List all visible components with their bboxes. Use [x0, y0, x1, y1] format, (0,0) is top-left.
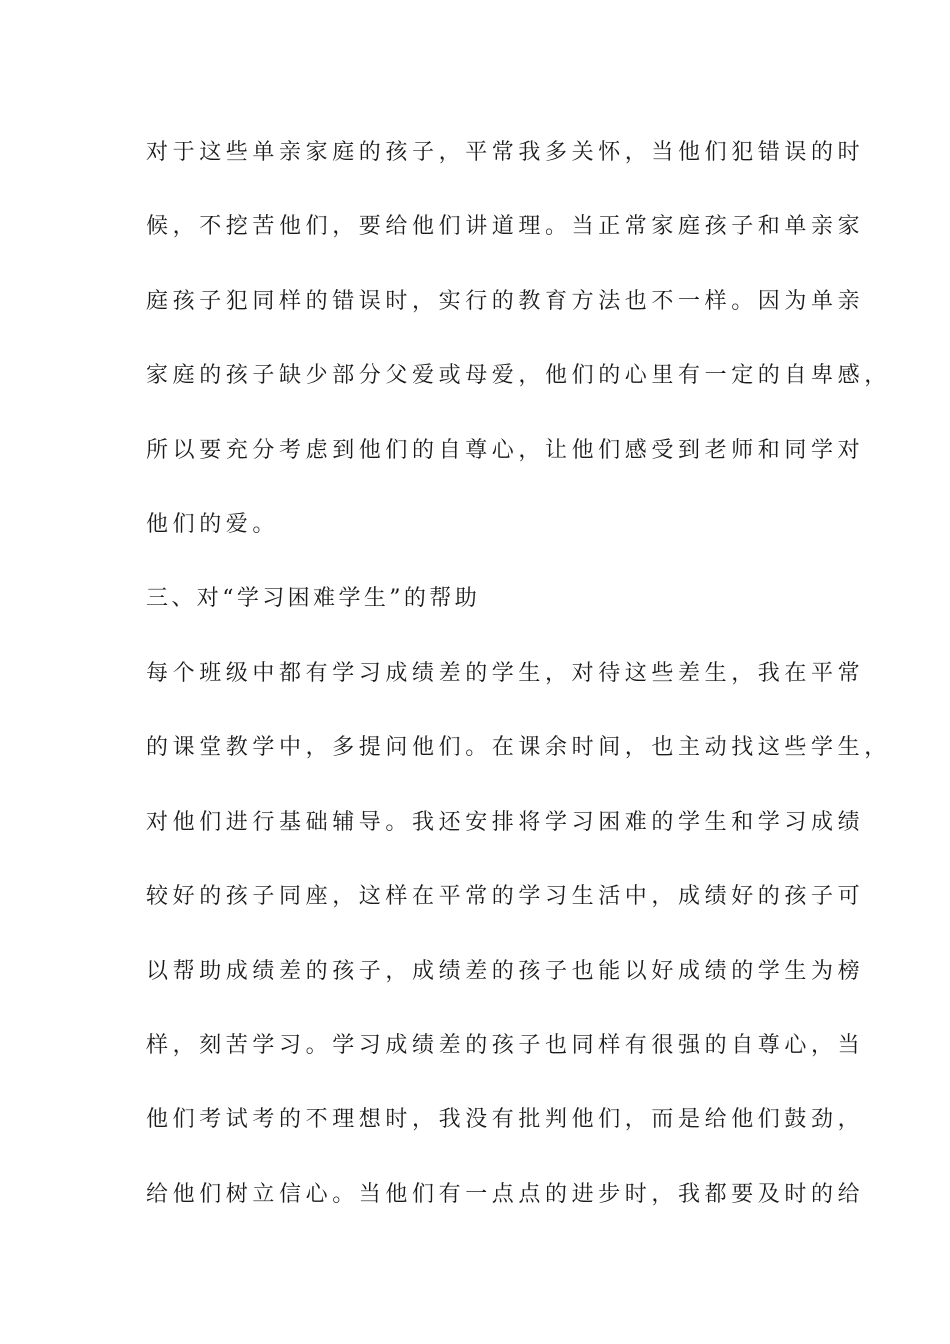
paragraph-line: 样，刻苦学习。学习成绩差的孩子也同样有很强的自尊心，当 [146, 1033, 865, 1058]
paragraph-line: 较好的孩子同座，这样在平常的学习生活中，成绩好的孩子可 [146, 884, 865, 909]
paragraph-line: 家庭的孩子缺少部分父爱或母爱，他们的心里有一定的自卑感， [146, 363, 891, 388]
paragraph-line: 给他们树立信心。当他们有一点点的进步时，我都要及时的给 [146, 1182, 865, 1207]
paragraph-line: 他们考试考的不理想时，我没有批判他们，而是给他们鼓劲， [146, 1107, 865, 1132]
paragraph-line: 所以要充分考虑到他们的自尊心，让他们感受到老师和同学对 [146, 438, 865, 463]
paragraph-line: 对于这些单亲家庭的孩子，平常我多关怀，当他们犯错误的时 [146, 140, 865, 165]
paragraph-line: 的课堂教学中，多提问他们。在课余时间，也主动找这些学生， [146, 735, 891, 760]
paragraph-line: 候，不挖苦他们，要给他们讲道理。当正常家庭孩子和单亲家 [146, 214, 865, 239]
paragraph-line: 每个班级中都有学习成绩差的学生，对待这些差生，我在平常 [146, 661, 865, 686]
paragraph-line: 他们的爱。 [146, 512, 280, 537]
paragraph-line: 以帮助成绩差的孩子，成绩差的孩子也能以好成绩的学生为榜 [146, 959, 865, 984]
paragraph-line: 庭孩子犯同样的错误时，实行的教育方法也不一样。因为单亲 [146, 289, 865, 314]
section-heading: 三、对“学习困难学生”的帮助 [146, 586, 481, 611]
paragraph-line: 对他们进行基础辅导。我还安排将学习困难的学生和学习成绩 [146, 810, 865, 835]
